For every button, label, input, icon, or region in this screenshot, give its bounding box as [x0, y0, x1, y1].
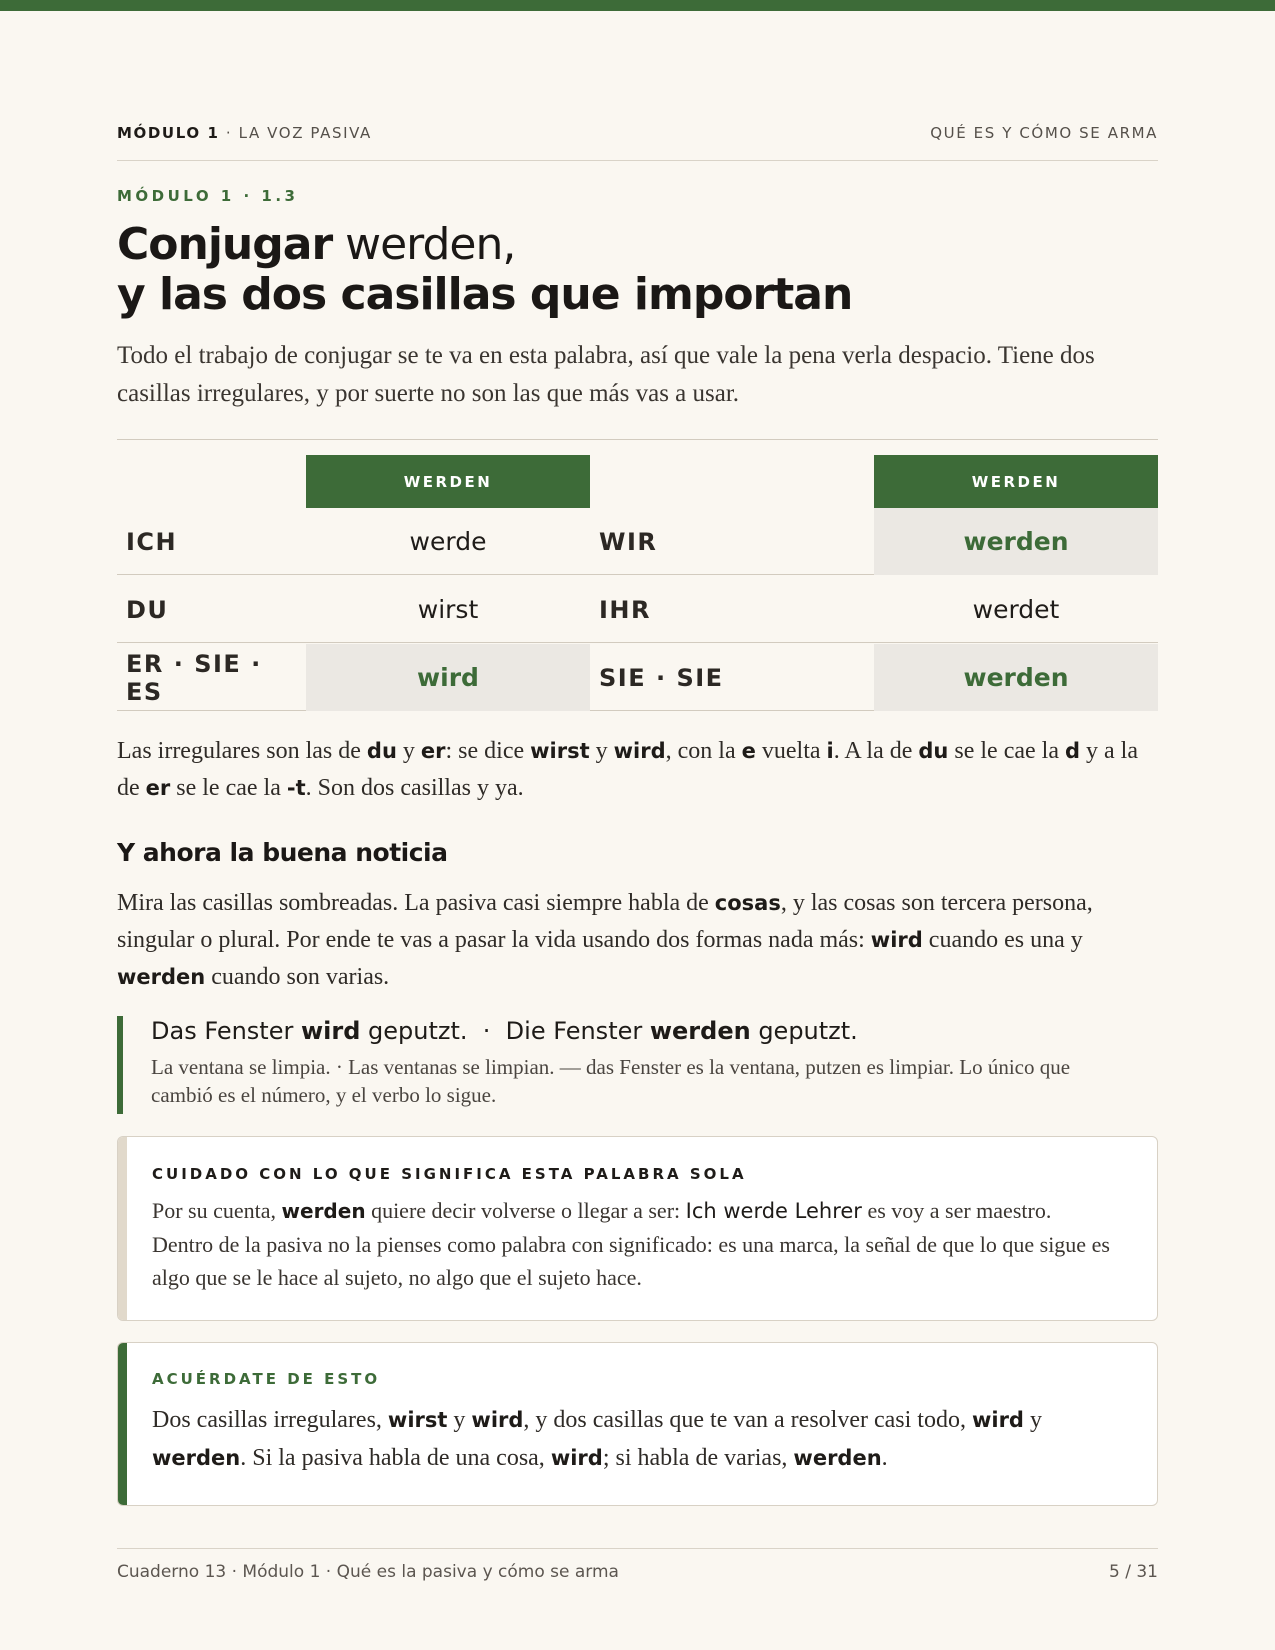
text-run: quiere decir volverse o llegar a ser: [365, 1198, 686, 1223]
keyword: e [741, 739, 756, 763]
keyword: wirst [530, 739, 590, 763]
text-run: Die Fenster [505, 1017, 650, 1045]
verb-highlight: werden [649, 1017, 751, 1045]
example-german [151, 1017, 1158, 1045]
title-light: werden, [332, 219, 516, 270]
form-cell: werde [409, 527, 487, 556]
text-run: cuando son varias. [205, 964, 390, 990]
text-run: es voy a ser maestro. Dentro de la pasiva no la pienses como palabra con significado: es una marca, la señal de que lo que sigue es algo que se le hace al sujeto, no algo que el sujeto hace. [152, 1198, 1110, 1290]
keyword: wird [870, 928, 923, 952]
form-cell-highlighted: werden [874, 644, 1158, 711]
text-run: . [881, 1445, 888, 1471]
text-run: y [1023, 1407, 1042, 1433]
text-run: geputzt. [360, 1017, 468, 1045]
text-run: Las irregulares son las de [117, 738, 367, 764]
text-run: se le cae la [170, 775, 287, 801]
section-label: LA VOZ PASIVA [238, 124, 372, 142]
header-divider [117, 160, 1158, 161]
footer-left: Cuaderno 13 · Módulo 1 · Qué es la pasiva y cómo se arma [117, 1562, 619, 1582]
section-kicker: MÓDULO 1 · 1.3 [117, 187, 299, 205]
pronoun-cell: SIE · SIE [599, 663, 724, 692]
text-run: Dos casillas irregulares, [152, 1407, 388, 1433]
caution-text [152, 1194, 1117, 1294]
text-run: Por su cuenta, [152, 1198, 282, 1223]
keyword: wird [471, 1408, 524, 1432]
table-row [117, 644, 1158, 711]
column-header-left: WERDEN [306, 455, 590, 508]
text-run: Mira las casillas sombreadas. La pasiva casi siempre habla de [117, 890, 715, 916]
running-header [117, 124, 1158, 142]
text-run: . A la de [833, 738, 919, 764]
text-run: , con la [665, 738, 742, 764]
keyword: -t [286, 776, 306, 800]
text-run: vuelta [755, 738, 827, 764]
module-label: MÓDULO 1 [117, 124, 220, 142]
text-run: y [589, 738, 614, 764]
page-footer [117, 1562, 1158, 1582]
keyword: werden [281, 1199, 366, 1223]
pronoun-cell: ER · SIE · ES [126, 649, 262, 706]
running-header-left: MÓDULO 1 · LA VOZ PASIVA [117, 124, 372, 142]
text-run: , y dos casillas que te van a resolver casi todo, [523, 1407, 972, 1433]
text-run: . Si la pasiva habla de una cosa, [240, 1445, 551, 1471]
good-news-paragraph [117, 885, 1158, 996]
example-gloss: La ventana se limpia. · Las ventanas se limpian. — das Fenster es la ventana, putzen es limpiar. Lo único que cambió es el número, y el verbo lo sigue. [151, 1055, 1071, 1107]
form-cell: werdet [972, 595, 1060, 624]
caution-content [152, 1165, 1117, 1294]
text-run: y [447, 1407, 472, 1433]
keyword: du [918, 739, 949, 763]
text-run: se le cae la [948, 738, 1065, 764]
text-run: : se dice [445, 738, 531, 764]
keyword: er [420, 739, 446, 763]
keyword: wird [550, 1446, 603, 1470]
keyword: werden [117, 965, 206, 989]
form-cell: wirst [417, 595, 479, 624]
text-run: , y las cosas son tercera persona, singular o plural. Por ende te vas a pasar la vida usando dos formas nada más: [117, 890, 1093, 953]
remember-bar [118, 1343, 127, 1505]
keyword: werden [793, 1446, 882, 1470]
pronoun-cell: IHR [599, 595, 651, 624]
table-row [117, 508, 1158, 575]
keyword: wird [613, 739, 666, 763]
footer-divider [117, 1548, 1158, 1549]
separator: · [467, 1017, 506, 1045]
keyword: wird [971, 1408, 1024, 1432]
text-run: y [396, 738, 421, 764]
remember-text [152, 1401, 1117, 1477]
text-run: ; si habla de varias, [602, 1445, 794, 1471]
remember-content [152, 1370, 1117, 1477]
top-accent-bar [0, 0, 1275, 11]
keyword: Ich werde Lehrer [685, 1199, 862, 1223]
text-run: cuando es una y [922, 927, 1083, 953]
pronoun-cell: ICH [126, 527, 178, 556]
subheading: Y ahora la buena noticia [117, 838, 448, 867]
keyword: werden [152, 1446, 241, 1470]
keyword: i [826, 739, 834, 763]
example-quote [117, 1016, 1158, 1114]
text-run: y a la de [117, 738, 1138, 801]
caution-box [117, 1136, 1158, 1321]
page-title [117, 220, 1158, 320]
table-row [117, 576, 1158, 643]
text-run: geputzt. [750, 1017, 858, 1045]
remember-box [117, 1342, 1158, 1506]
keyword: wirst [387, 1408, 448, 1432]
caution-bar [118, 1137, 127, 1320]
irregular-forms-paragraph [117, 733, 1158, 807]
title-line2: y las dos casillas que importan [117, 269, 853, 320]
running-header-right: QUÉ ES Y CÓMO SE ARMA [930, 124, 1158, 142]
form-cell-highlighted: wird [306, 644, 590, 711]
keyword: er [145, 776, 171, 800]
lede-paragraph: Todo el trabajo de conjugar se te va en esta palabra, así que vale la pena verla despacio. Tiene dos casillas irregulares, y por suerte no son las que más vas a usar. [117, 342, 1095, 407]
pronoun-cell: DU [126, 595, 169, 624]
remember-label: ACUÉRDATE DE ESTO [152, 1370, 381, 1388]
pronoun-cell: WIR [599, 527, 658, 556]
keyword: d [1064, 739, 1081, 763]
caution-label: CUIDADO CON LO QUE SIGNIFICA ESTA PALABRA SOLA [152, 1165, 747, 1183]
column-header-right: WERDEN [874, 455, 1158, 508]
text-run: Das Fenster [151, 1017, 301, 1045]
page-number: 5 / 31 [1109, 1562, 1158, 1582]
text-run: . Son dos casillas y ya. [305, 775, 524, 801]
title-bold: Conjugar [117, 219, 333, 270]
keyword: cosas [714, 891, 781, 915]
section-divider [117, 439, 1158, 440]
form-cell-highlighted: werden [874, 508, 1158, 575]
keyword: du [366, 739, 397, 763]
verb-highlight: wird [300, 1017, 361, 1045]
